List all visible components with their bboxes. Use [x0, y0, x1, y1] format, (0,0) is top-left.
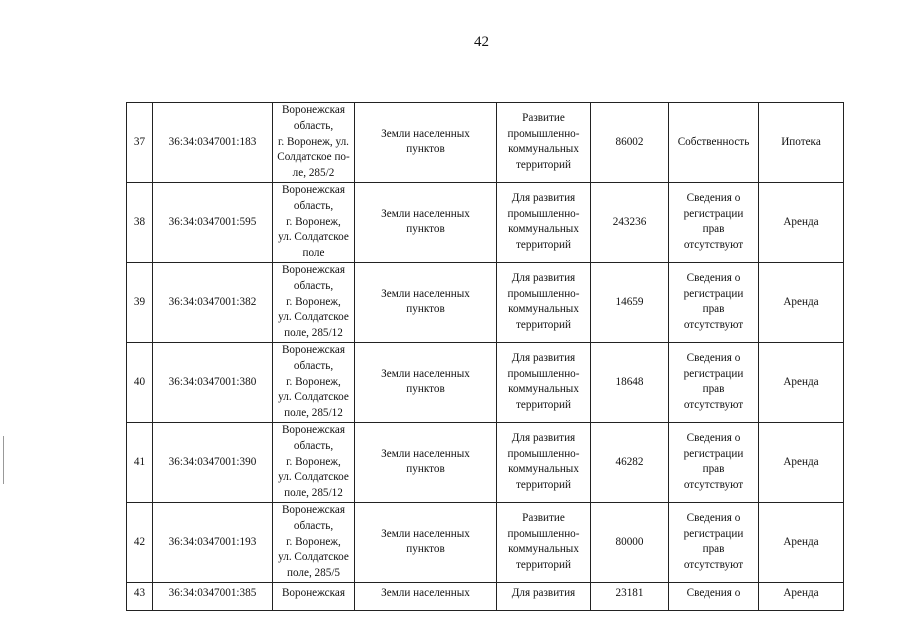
encumbrance-cell: Аренда [759, 422, 844, 502]
address-cell [273, 342, 355, 422]
cell-line: пунктов [406, 383, 445, 396]
cell-line: промышленно- [507, 367, 580, 380]
cell-line: регистрации [683, 447, 744, 460]
address-cell [273, 422, 355, 502]
cell-line: Воронежская [281, 423, 346, 436]
cell-line: Развитие [522, 511, 565, 524]
cell-line: отсутствуют [683, 319, 744, 332]
cell-line: Для развития [511, 586, 576, 599]
table-row [127, 182, 844, 262]
cell-line: Воронежская [281, 503, 346, 516]
cell-line: Воронежская [281, 104, 346, 116]
permitted-use-cell [497, 342, 591, 422]
area-cell: 18648 [591, 342, 669, 422]
cell-line: Земли населенных [381, 586, 470, 599]
cell-line: г. Воронеж, [286, 215, 341, 228]
cell-line: область, [293, 199, 334, 212]
permitted-use-cell [497, 182, 591, 262]
land-category-cell [355, 342, 497, 422]
table-row [127, 582, 844, 610]
cell-line: промышленно- [507, 287, 580, 300]
ownership-right-cell [669, 182, 759, 262]
cell-line: область, [293, 519, 334, 532]
cell-line: регистрации [683, 207, 744, 220]
cell-line: прав [702, 223, 725, 236]
cell-line: Земли населенных [381, 447, 470, 460]
cell-line: коммунальных [508, 223, 579, 236]
cell-line: область, [293, 359, 334, 372]
ownership-right-cell [669, 502, 759, 582]
area-cell: 80000 [591, 502, 669, 582]
area-cell: 243236 [591, 182, 669, 262]
cadastral-number-cell: 36:34:0347001:390 [153, 422, 273, 502]
encumbrance-cell: Ипотека [759, 103, 844, 183]
cell-line: Сведения о [686, 586, 741, 599]
cell-line: промышленно- [507, 447, 580, 460]
cell-line: Сведения о [686, 271, 741, 284]
land-category-cell [355, 502, 497, 582]
address-cell [273, 262, 355, 342]
cadastral-number-cell: 36:34:0347001:380 [153, 342, 273, 422]
cell-line: Земли населенных [381, 207, 470, 220]
cell-line: поле, 285/12 [284, 407, 343, 420]
cell-line: ул. Солдатское [278, 231, 349, 244]
cell-line: пунктов [406, 543, 445, 556]
area-cell: 86002 [591, 103, 669, 183]
cadastral-number-cell: 36:34:0347001:183 [153, 103, 273, 183]
cell-line: Земли населенных [381, 527, 470, 540]
cell-line: отсутствуют [683, 239, 744, 252]
encumbrance-cell: Аренда [759, 342, 844, 422]
cell-line: коммунальных [508, 543, 579, 556]
cell-line: Для развития [511, 431, 576, 444]
cell-line: Для развития [511, 271, 576, 284]
cell-line: Воронежская [281, 263, 346, 276]
cell-line: промышленно- [507, 207, 580, 220]
cadastral-number-cell: 36:34:0347001:193 [153, 502, 273, 582]
table-row [127, 342, 844, 422]
cell-line: прав [702, 303, 725, 316]
permitted-use-cell [497, 422, 591, 502]
cell-line: Земли населенных [381, 367, 470, 380]
cadastral-number-cell: 36:34:0347001:382 [153, 262, 273, 342]
address-cell [273, 582, 355, 610]
cell-line: г. Воронеж, [286, 375, 341, 388]
table-body [127, 103, 844, 611]
table-row [127, 262, 844, 342]
cell-line: Воронежская [281, 343, 346, 356]
land-category-cell [355, 182, 497, 262]
cell-line: поле, 285/12 [284, 327, 343, 340]
cell-line: г. Воронеж, [286, 535, 341, 548]
cell-line: поле, 285/5 [286, 567, 341, 580]
cell-line: г. Воронеж, ул. [278, 135, 349, 148]
address-cell [273, 182, 355, 262]
cell-line: территорий [516, 559, 571, 572]
permitted-use-cell [497, 262, 591, 342]
row-number-cell: 42 [127, 502, 153, 582]
land-category-cell [355, 262, 497, 342]
permitted-use-cell [497, 103, 591, 183]
permitted-use-cell [497, 582, 591, 610]
cell-line: регистрации [683, 527, 744, 540]
address-cell [273, 103, 355, 183]
cell-line: пунктов [406, 463, 445, 476]
cell-line: прав [702, 543, 725, 556]
table-row [127, 103, 844, 183]
cell-line: промышленно- [507, 127, 580, 140]
row-number-cell: 40 [127, 342, 153, 422]
cell-line: область, [293, 119, 334, 132]
cell-line: Сведения о [686, 431, 741, 444]
cell-line: Солдатское по- [277, 151, 350, 164]
table-row [127, 422, 844, 502]
cell-line: регистрации [683, 367, 744, 380]
cell-line: Воронежская [281, 586, 346, 599]
cell-line: территорий [516, 239, 571, 252]
cell-line: коммунальных [508, 383, 579, 396]
cell-line: отсутствуют [683, 479, 744, 492]
address-cell [273, 502, 355, 582]
cell-line: область, [293, 279, 334, 292]
cell-line: коммунальных [508, 463, 579, 476]
cell-line: регистрации [683, 287, 744, 300]
cell-line: коммунальных [508, 143, 579, 156]
cell-line: Развитие [522, 111, 565, 124]
cell-line: территорий [516, 479, 571, 492]
encumbrance-cell: Аренда [759, 582, 844, 610]
cell-line: пунктов [406, 223, 445, 236]
cell-line: пунктов [406, 303, 445, 316]
encumbrance-cell: Аренда [759, 262, 844, 342]
cell-line: коммунальных [508, 303, 579, 316]
cell-line: г. Воронеж, [286, 455, 341, 468]
cell-line: Собственность [677, 135, 750, 148]
cell-line: поле, 285/12 [284, 487, 343, 500]
row-number-cell: 39 [127, 262, 153, 342]
cell-line: территорий [516, 159, 571, 172]
cell-line: прав [702, 383, 725, 396]
cell-line: Сведения о [686, 511, 741, 524]
cell-line: г. Воронеж, [286, 295, 341, 308]
cell-line: Сведения о [686, 191, 741, 204]
area-cell: 14659 [591, 262, 669, 342]
cell-line: промышленно- [507, 527, 580, 540]
cell-line: ул. Солдатское [278, 471, 349, 484]
cell-line: Земли населенных [381, 127, 470, 140]
row-number-cell: 37 [127, 103, 153, 183]
ownership-right-cell [669, 422, 759, 502]
encumbrance-cell: Аренда [759, 182, 844, 262]
ownership-right-cell [669, 342, 759, 422]
cell-line: Для развития [511, 351, 576, 364]
permitted-use-cell [497, 502, 591, 582]
ownership-right-cell [669, 582, 759, 610]
area-cell: 46282 [591, 422, 669, 502]
cell-line: область, [293, 439, 334, 452]
cell-line: территорий [516, 399, 571, 412]
ownership-right-cell [669, 262, 759, 342]
scan-margin-mark [3, 436, 4, 484]
land-category-cell [355, 422, 497, 502]
cell-line: поле [302, 247, 325, 260]
area-cell: 23181 [591, 582, 669, 610]
cell-line: отсутствуют [683, 399, 744, 412]
page-number: 42 [474, 34, 489, 50]
cell-line: ул. Солдатское [278, 391, 349, 404]
cell-line: Для развития [511, 191, 576, 204]
cell-line: отсутствуют [683, 559, 744, 572]
table-row [127, 502, 844, 582]
cell-line: ле, 285/2 [292, 167, 335, 180]
cell-line: Воронежская [281, 183, 346, 196]
cell-line: территорий [516, 319, 571, 332]
encumbrance-cell: Аренда [759, 502, 844, 582]
cell-line: Земли населенных [381, 287, 470, 300]
cell-line: Сведения о [686, 351, 741, 364]
cell-line: ул. Солдатское [278, 551, 349, 564]
row-number-cell: 41 [127, 422, 153, 502]
land-category-cell [355, 582, 497, 610]
cell-line: пунктов [406, 143, 445, 156]
cell-line: прав [702, 463, 725, 476]
cadastral-number-cell: 36:34:0347001:595 [153, 182, 273, 262]
ownership-right-cell [669, 103, 759, 183]
land-plots-table [126, 102, 844, 611]
cell-line: ул. Солдатское [278, 311, 349, 324]
row-number-cell: 43 [127, 582, 153, 610]
land-category-cell [355, 103, 497, 183]
cadastral-number-cell: 36:34:0347001:385 [153, 582, 273, 610]
row-number-cell: 38 [127, 182, 153, 262]
